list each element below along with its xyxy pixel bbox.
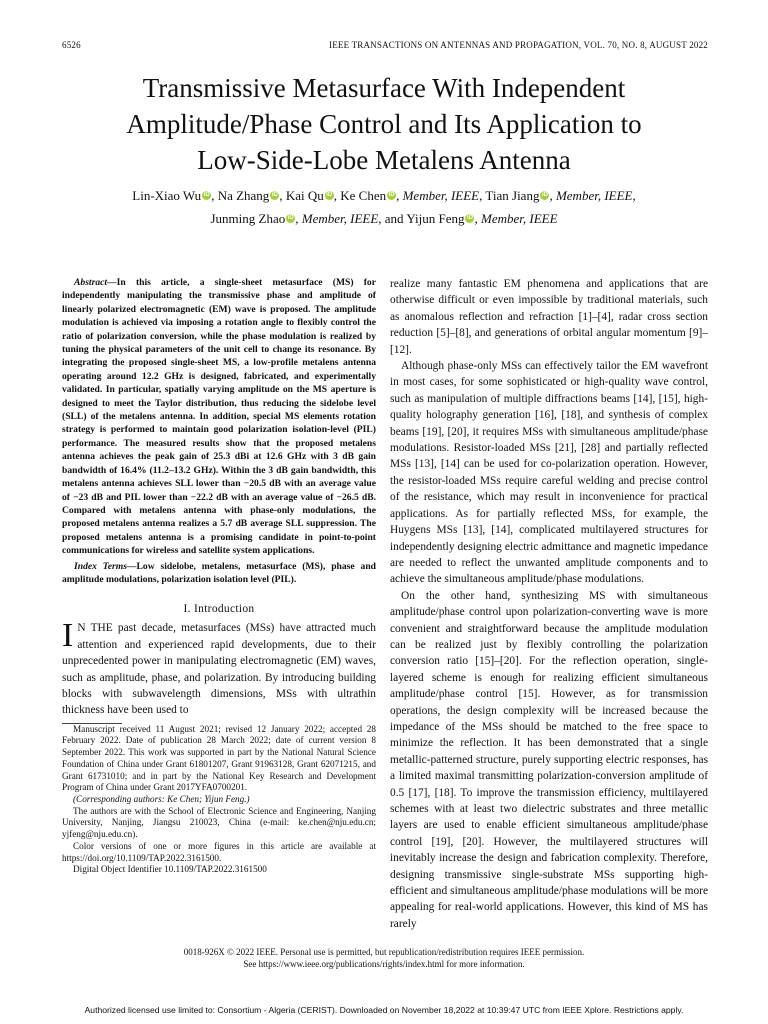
author-name: Junming Zhao <box>210 211 286 226</box>
left-column <box>62 276 376 876</box>
author-name: Ke Chen <box>340 188 387 203</box>
abstract-lead: Abstract— <box>74 277 117 288</box>
author-list <box>40 184 728 230</box>
journal-name: IEEE TRANSACTIONS ON ANTENNAS AND PROPAGATION, VOL. 70, NO. 8, AUGUST 2022 <box>329 40 708 50</box>
abstract <box>62 276 376 558</box>
footnote-manuscript: Manuscript received 11 August 2021; revised 12 January 2022; accepted 28 February 2022. Date of publication 28 March 2022; date of current version 8 September 2022. This work was supported in part by the National Natural Science Foundation of China under Grant 61801207, Grant 91963128, Grant 62071215, and Grant 61731010; and in part by the National Key Research and Development Program of China under Grant 2017YFA0700201. <box>62 723 376 793</box>
copyright-footer <box>40 946 728 970</box>
body-paragraph: On the other hand, synthesizing MS with simultaneous amplitude/phase control upon polarization-converting wave is more convenient and straightforward because the amplitude modulation can be realized just by flexibly controlling the polarization conversion ratio [15]–[20]. For the reflection operation, single-layered scheme is enough for realizing efficient simultaneous amplitude/phase control [15]. However, as for transmission operations, the design complexity will be increased because the impedance of the MSs should be matched to the free space to minimize the reflection. It has been demonstrated that a single metallic-patterned structure, purely supporting electric responses, has a limited maximal transmitting polarization-conversion amplitude of 0.5 [17], [18]. To improve the transmission efficiency, multilayered schemes with at least two dielectric substrates and three metallic layers are used to enable efficient simultaneous amplitude/phase control [19], [20]. However, the multilayered structures will inevitably increase the design and fabrication complexity. Therefore, designing transmissive single-substrate MSs supporting high-efficient and simultaneous amplitude/phase modulations will be more appealing for real-world applications. However, this kind of MS has rarely <box>390 589 708 930</box>
section-heading: I. Introduction <box>183 603 255 616</box>
author-name: Tian Jiang <box>485 188 540 203</box>
orcid-icon[interactable]: iD <box>287 215 294 221</box>
index-terms <box>62 560 376 587</box>
member-label: Member, IEEE <box>402 188 480 203</box>
author-name: Na Zhang <box>217 188 270 203</box>
license-note: Authorized licensed use limited to: Consortium - Algeria (CERIST). Downloaded on November 18,2022 at 10:39:47 UTC from IEEE Xplore. Restrictions apply. <box>84 1005 684 1015</box>
index-terms-text: Low sidelobe, metalens, metasurface (MS), phase and amplitude modulations, polarization isolation level (PIL). <box>62 560 376 585</box>
orcid-icon[interactable]: iD <box>388 192 395 198</box>
body-paragraph: Although phase-only MSs can effectively tailor the EM wavefront in most cases, for some sophisticated or high-quality wave control, such as manipulation of multiple diffractions beams [14], [15], high-quality holography generation [16], [18], and synthesis of complex beams [19], [20], it requires MSs with simultaneous amplitude/phase modulations. Resistor-loaded MSs [21], [28] and partially reflected MSs [13], [14] can be used for co-polarization operation. However, the resistor-loaded MSs require careful welding and precise control of the resistance, which may result in inconvenience for practical applications. As for partially reflected MSs, for example, the Huygens MSs [13], [14], complicated multilayered structures for independently designing electric admittance and magnetic impedance are needed to reflect the unwanted amplitude components and to achieve the simultaneous amplitude/phase modulations. <box>390 360 708 586</box>
member-label: Member, IEEE <box>555 188 633 203</box>
author-line-2: Junming Zhao iD , Member, IEEE, and Yijun Feng iD , Member, IEEE <box>210 211 558 226</box>
footnote-affiliation: The authors are with the School of Electronic Science and Engineering, Nanjing University, Nanjing, Jiangsu 210023, China (e-mail: ke.chen@nju.edu.cn; yjfeng@nju.edu.cn). <box>62 805 376 840</box>
index-terms-lead: Index Terms— <box>74 560 137 572</box>
paper-title <box>40 70 728 178</box>
intro-text: N THE past decade, metasurfaces (MSs) have attracted much attention and experienced rapid developments, due to their unprecedented power in manipulating electromagnetic (EM) waves, such as amplitude, phase, and polarization. By introducing building blocks with subwavelength dimensions, MSs with ultrathin thickness have been used to <box>62 622 376 717</box>
orcid-icon[interactable]: iD <box>271 192 278 198</box>
orcid-icon[interactable]: iD <box>541 192 548 198</box>
drop-cap: I <box>62 617 74 655</box>
copyright-line-2: See https://www.ieee.org/publications/rights/index.html for more information. <box>243 959 525 969</box>
orcid-icon[interactable]: iD <box>466 215 473 221</box>
member-label: Member, IEEE <box>301 211 379 226</box>
body-paragraph: realize many fantastic EM phenomena and applications that are otherwise difficult or even impossible by traditional materials, such as anomalous reflection and refraction [1]–[4], radar cross section reduction [5]–[8], and generations of orbital angular momentum [9]–[12]. <box>390 278 708 356</box>
author-line-1: Lin-Xiao Wu iD , Na Zhang iD , Kai Qu iD , Ke Chen iD , Member, IEEE, Tian Jiang iD , Member, IEEE, <box>132 188 636 203</box>
footnotes <box>62 724 376 876</box>
orcid-icon[interactable]: iD <box>203 192 210 198</box>
title-line-1: Transmissive Metasurface With Independent <box>142 73 626 103</box>
footnote-corresponding: (Corresponding authors: Ke Chen; Yijun Feng.) <box>73 794 250 804</box>
title-line-2: Amplitude/Phase Control and Its Application to <box>126 109 642 139</box>
footnote-doi: Digital Object Identifier 10.1109/TAP.2022.3161500 <box>73 864 267 875</box>
running-header <box>62 40 708 52</box>
intro-paragraph <box>62 617 376 718</box>
author-name: Yijun Feng <box>406 211 465 226</box>
author-name: Kai Qu <box>285 188 324 203</box>
abstract-text: In this article, a single-sheet metasurface (MS) for independently manipulating the transmissive phase and amplitude of linearly polarized electromagnetic (EM) wave is proposed. The amplitude modulation is achieved via imposing a rotation angle to flexibly control the ratio of polarization conversion, while the phase modulation is realized by tuning the physical parameters of the unit cell to change its resonance. By integrating the proposed single-sheet MS, a low-profile metalens antenna operating around 12.2 GHz is designed, fabricated, and experimentally validated. In particular, spatially varying amplitude on the MS aperture is designed to meet the Taylor distribution, thus reducing the sidelobe level (SLL) of the metalens antenna. In addition, special MS elements rotation strategy is performed to maintain good polarization isolation-level (PIL) performance. The measured results show that the proposed metalens antenna achieves the peak gain of 25.3 dBi at 12.6 GHz with 3 dB gain bandwidth of 16.4% (11.2–13.2 GHz). Within the 3 dB gain bandwidth, this metalens antenna achieves SLL lower than −20.5 dB with an average value of −23 dB and PIL lower than −22.2 dB with an average value of −26.5 dB. Compared with metalens antenna with phase-only modulations, the proposed metalens antenna realizes a 5.7 dB average SLL suppression. The proposed metalens antenna is a promising candidate in point-to-point communications for wireless and satellite system applications. <box>62 277 376 557</box>
title-line-3: Low-Side-Lobe Metalens Antenna <box>197 145 571 175</box>
member-label: Member, IEEE <box>480 211 558 226</box>
right-column <box>390 276 708 932</box>
page-number: 6526 <box>62 40 81 50</box>
copyright-line-1: 0018-926X © 2022 IEEE. Personal use is permitted, but republication/redistribution requires IEEE permission. <box>183 947 585 957</box>
and-word: and <box>384 211 404 226</box>
orcid-icon[interactable]: iD <box>326 192 333 198</box>
author-name: Lin-Xiao Wu <box>132 188 202 203</box>
footnote-color: Color versions of one or more figures in this article are available at https://doi.org/10.1109/TAP.2022.3161500. <box>62 840 376 863</box>
